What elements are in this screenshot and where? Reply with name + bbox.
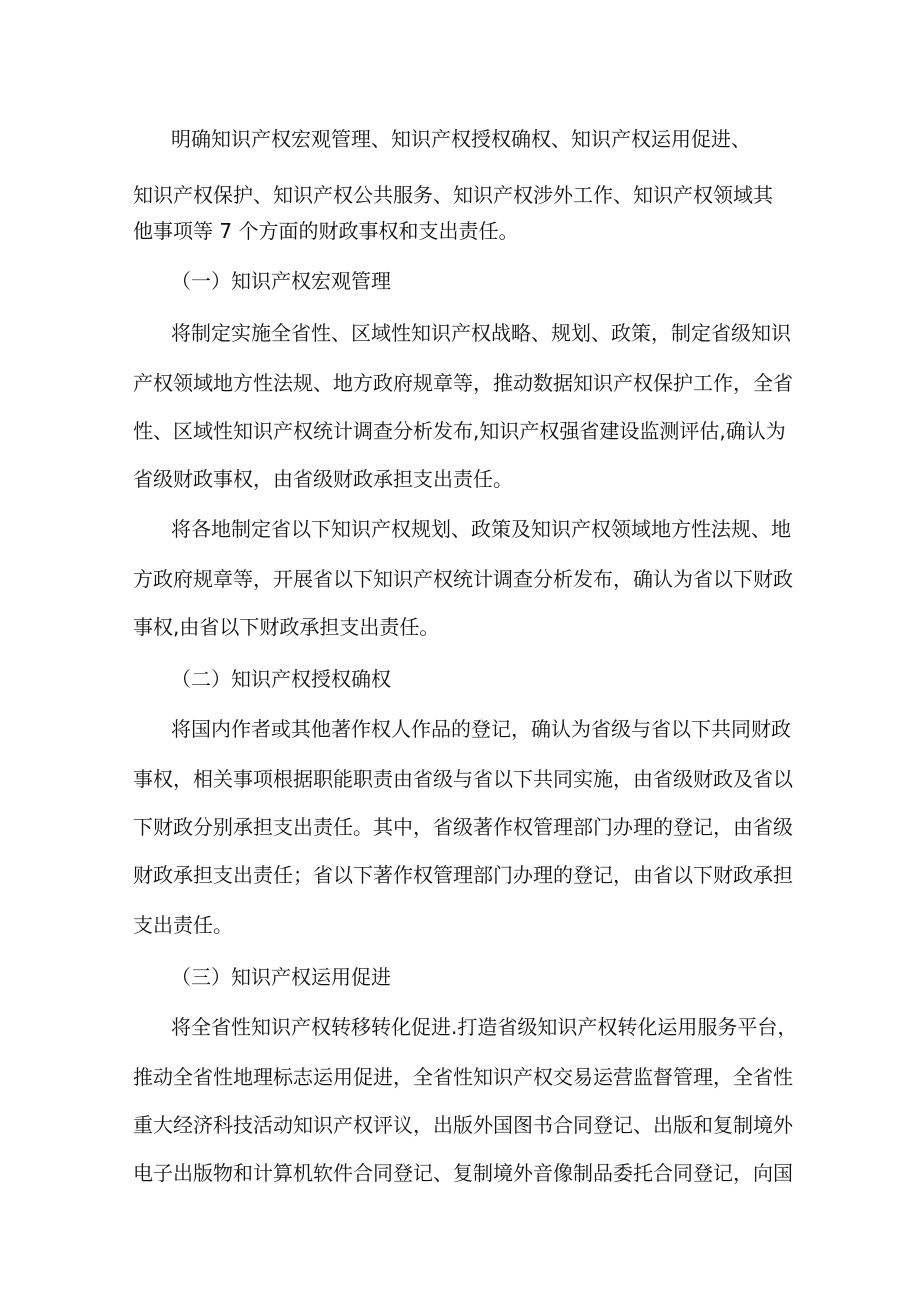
paragraph-line: 他事项等 7 个方面的财政事权和支出责任。 bbox=[133, 219, 519, 243]
section-heading: （三）知识产权运用促进 bbox=[171, 965, 391, 989]
paragraph-line: 性、区域性知识产权统计调查分析发布,知识产权强省建设监测评估,确认为 bbox=[133, 419, 786, 443]
paragraph-line: 事权，相关事项根据职能职责由省级与省以下共同实施，由省级财政及省以 bbox=[133, 767, 793, 791]
paragraph-line: 下财政分别承担支出责任。其中，省级著作权管理部门办理的登记，由省级 bbox=[133, 815, 793, 839]
paragraph-line: 电子出版物和计算机软件合同登记、复制境外音像制品委托合同登记，向国 bbox=[133, 1161, 793, 1185]
paragraph-line: 支出责任。 bbox=[133, 913, 233, 937]
paragraph-line: 省级财政事权，由省级财政承担支出责任。 bbox=[133, 467, 513, 491]
paragraph-line: 重大经济科技活动知识产权评议，出版外国图书合同登记、出版和复制境外 bbox=[133, 1113, 793, 1137]
section-heading: （二）知识产权授权确权 bbox=[171, 667, 391, 691]
paragraph-line: 推动全省性地理标志运用促进，全省性知识产权交易运营监督管理，全省性 bbox=[133, 1065, 793, 1089]
paragraph-line: 知识产权保护、知识产权公共服务、知识产权涉外工作、知识产权领域其 bbox=[133, 183, 773, 207]
section-heading: （一）知识产权宏观管理 bbox=[171, 269, 391, 293]
paragraph-line: 明确知识产权宏观管理、知识产权授权确权、知识产权运用促进、 bbox=[171, 127, 751, 151]
paragraph-line: 将各地制定省以下知识产权规划、政策及知识产权领域地方性法规、地 bbox=[171, 517, 791, 541]
paragraph-line: 将制定实施全省性、区域性知识产权战略、规划、政策，制定省级知识 bbox=[171, 321, 791, 345]
paragraph-line: 将国内作者或其他著作权人作品的登记，确认为省级与省以下共同财政 bbox=[171, 717, 791, 741]
paragraph-line: 事权,由省以下财政承担支出责任。 bbox=[133, 615, 440, 639]
paragraph-line: 财政承担支出责任；省以下著作权管理部门办理的登记，由省以下财政承担 bbox=[133, 863, 793, 887]
paragraph-line: 方政府规章等，开展省以下知识产权统计调查分析发布，确认为省以下财政 bbox=[133, 567, 793, 591]
paragraph-line: 产权领域地方性法规、地方政府规章等，推动数据知识产权保护工作，全省 bbox=[133, 371, 793, 395]
paragraph-line: 将全省性知识产权转移转化促进.打造省级知识产权转化运用服务平台， bbox=[171, 1015, 798, 1039]
